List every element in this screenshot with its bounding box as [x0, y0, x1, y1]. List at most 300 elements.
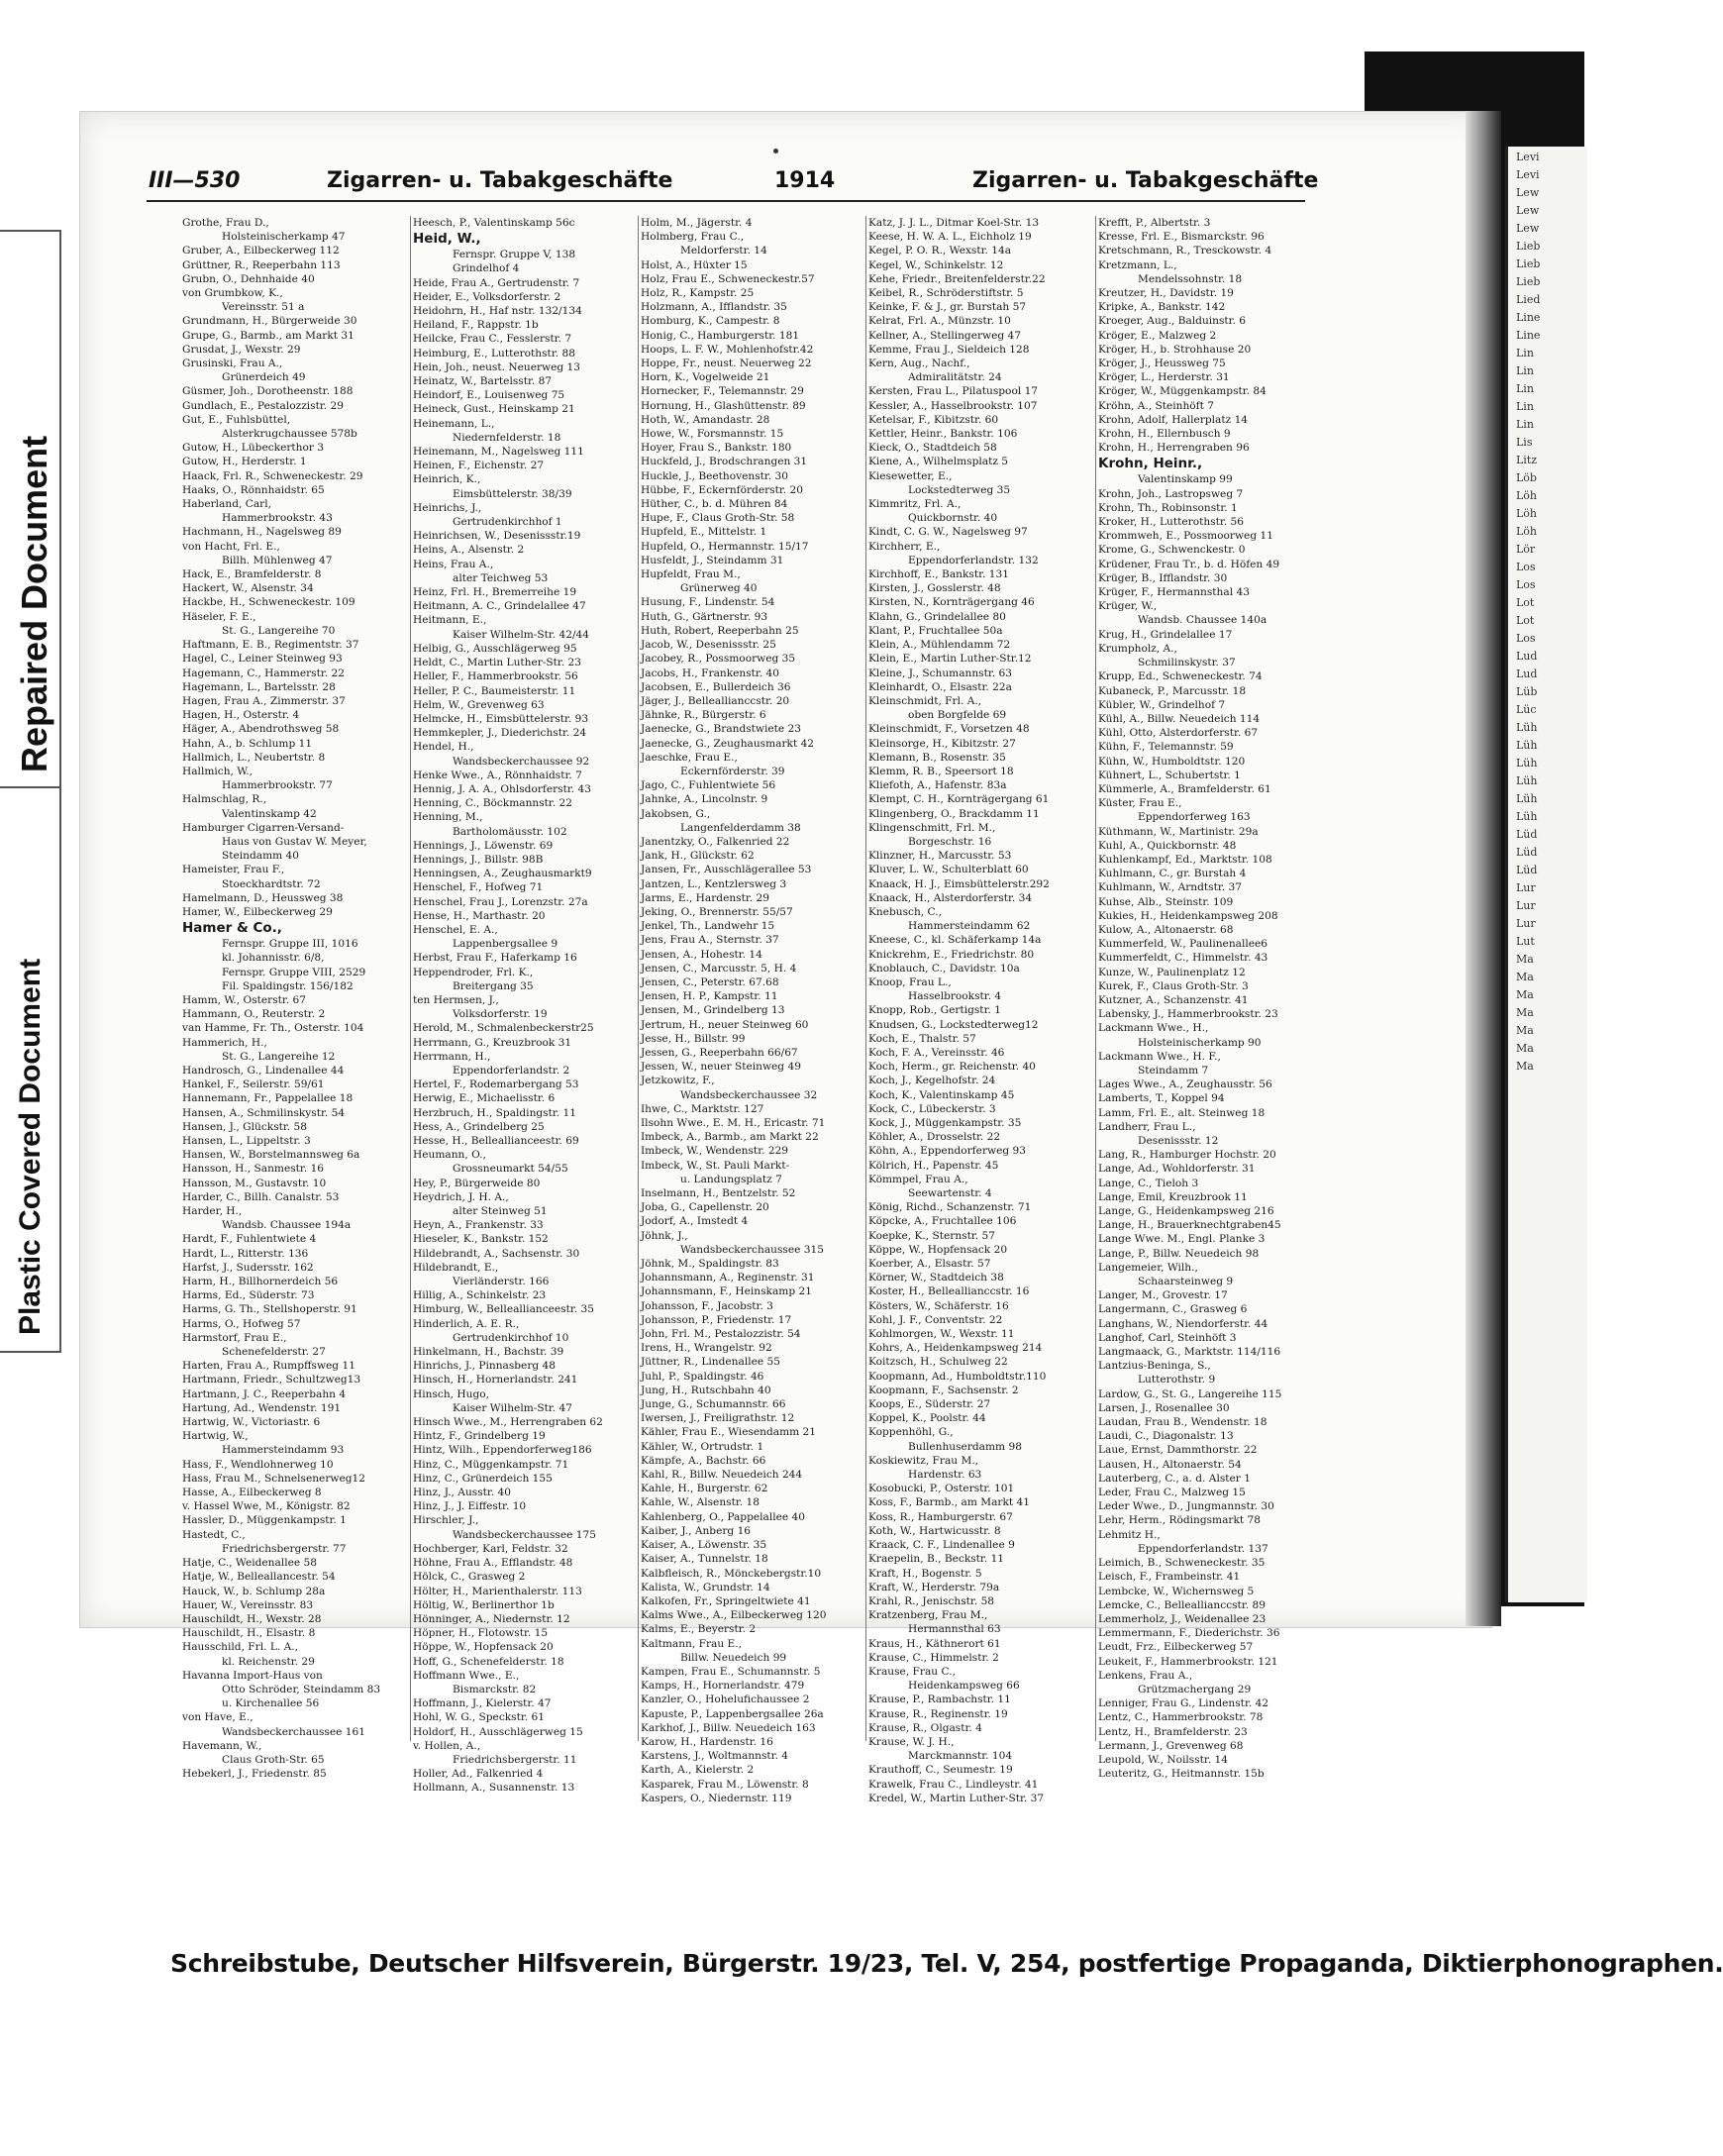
facing-page-fragment: Ma	[1516, 1024, 1534, 1037]
directory-entry: Krüger, B., Ifflandstr. 30	[1098, 571, 1228, 584]
page-header	[149, 168, 1319, 198]
directory-entry: Kahle, H., Burgerstr. 62	[641, 1483, 768, 1495]
directory-entry: Heinz, Frl. H., Bremerreihe 19	[413, 586, 577, 599]
directory-entry: Hüther, C., b. d. Mühren 84	[641, 498, 788, 511]
directory-entry: Haack, Frl. R., Schweneckestr. 29	[182, 469, 363, 482]
directory-entry: Leudt, Frz., Eilbeckerweg 57	[1098, 1641, 1254, 1654]
facing-page-fragment: Lur	[1516, 899, 1536, 912]
directory-entry: Hoppe, Fr., neust. Neuerweg 22	[641, 358, 812, 370]
directory-entry: Kaiser, A., Tunnelstr. 18	[641, 1553, 768, 1566]
facing-page-fragment: Lew	[1516, 186, 1540, 199]
directory-entry: Krause, R., Olgastr. 4	[868, 1721, 982, 1734]
column-divider	[638, 216, 639, 1741]
directory-entry: Krause, Frau C.,	[868, 1665, 956, 1678]
directory-entry: Harms, G. Th., Stellshoperstr. 91	[182, 1303, 357, 1316]
directory-entry: Iwersen, J., Freiligrathstr. 12	[641, 1412, 795, 1425]
directory-entry: Kröhn, A., Steinhöft 7	[1098, 399, 1214, 412]
directory-entry: Hagemann, C., Hammerstr. 22	[182, 667, 345, 679]
directory-entry: Lemcke, C., Belleallianccstr. 89	[1098, 1598, 1266, 1611]
directory-entry: Juhl, P., Spaldingstr. 46	[641, 1370, 764, 1383]
directory-entry: Kühnert, L., Schubertstr. 1	[1098, 769, 1241, 781]
directory-entry: Kalkofen, Fr., Springeltwiete 41	[641, 1594, 811, 1607]
label-divider	[0, 786, 59, 788]
directory-entry: John, Frl. M., Pestalozzistr. 54	[641, 1328, 801, 1341]
directory-entry: Vierländerstr. 166	[453, 1276, 550, 1288]
directory-entry: Hartung, Ad., Wendenstr. 191	[182, 1401, 342, 1414]
directory-entry: Hupfeldt, Frau M.,	[641, 568, 741, 581]
directory-entry: Schenefelderstr. 27	[222, 1346, 326, 1359]
directory-entry: Heimburg, E., Lutterothstr. 88	[413, 347, 575, 359]
directory-entry: Hirschler, J.,	[413, 1514, 479, 1527]
facing-page-fragment: Lot	[1516, 596, 1535, 609]
directory-entry: Lange, H., Brauerknechtgraben45	[1098, 1219, 1281, 1232]
directory-entry: Desenissstr. 12	[1138, 1135, 1219, 1147]
directory-entry: Huckfeld, J., Brodschrangen 31	[641, 456, 808, 468]
directory-entry: Fil. Spaldingstr. 156/182	[222, 979, 354, 992]
directory-entry: Krause, R., Reginenstr. 19	[868, 1707, 1008, 1720]
directory-entry: Köhn, A., Eppendorferweg 93	[868, 1145, 1026, 1158]
directory-entry: Hansson, H., Sanmestr. 16	[182, 1163, 325, 1176]
directory-entry: Kern, Aug., Nachf.,	[868, 358, 970, 370]
directory-entry: von Grumbkow, K.,	[182, 287, 283, 300]
directory-entry: Hamer & Co.,	[182, 920, 282, 937]
directory-entry: Heinemann, L.,	[413, 417, 495, 430]
facing-page-fragment: Levi	[1516, 168, 1540, 181]
directory-entry: Knickrehm, E., Friedrichstr. 80	[868, 948, 1035, 961]
directory-entry: Krohn, H., Ellernbusch 9	[1098, 428, 1231, 441]
directory-entry: Hansen, L., Lippeltstr. 3	[182, 1135, 311, 1147]
directory-entry: Borgeschstr. 16	[908, 835, 992, 848]
directory-entry: Klahn, G., Grindelallee 80	[868, 610, 1006, 623]
directory-entry: Hammerbrookstr. 43	[222, 512, 333, 525]
directory-entry: Huth, Robert, Reeperbahn 25	[641, 624, 799, 637]
facing-page-fragment: Los	[1516, 561, 1536, 573]
directory-entry: Meldorferstr. 14	[680, 245, 767, 257]
directory-entry: Gundlach, E., Pestalozzistr. 29	[182, 399, 344, 412]
directory-entry: Hasselbrookstr. 4	[908, 990, 1002, 1003]
directory-entry: Haaks, O., Rönnhaidstr. 65	[182, 483, 325, 496]
directory-entry: Hallmich, W.,	[182, 765, 253, 777]
directory-entry: Lange, Emil, Kreuzbrook 11	[1098, 1190, 1248, 1203]
directory-entry: Imbeck, A., Barmb., am Markt 22	[641, 1131, 819, 1144]
directory-entry: Krohn, Th., Robinsonstr. 1	[1098, 501, 1238, 514]
directory-entry: Heinrichs, J.,	[413, 501, 482, 514]
facing-page-fragment: Lör	[1516, 543, 1536, 556]
directory-entry: von Have, E.,	[182, 1711, 253, 1724]
directory-entry: Lantzius-Beninga, S.,	[1098, 1360, 1211, 1373]
facing-page-fragment: Lin	[1516, 347, 1534, 359]
directory-entry: Kaiser Wilhelm-Str. 47	[453, 1401, 572, 1414]
directory-entry: Eimsbüttelerstr. 38/39	[453, 487, 572, 500]
directory-entry: Heitmann, A. C., Grindelallee 47	[413, 600, 586, 613]
directory-entry: Hölck, C., Grasweg 2	[413, 1571, 526, 1584]
directory-entry: Irens, H., Wrangelstr. 92	[641, 1342, 772, 1355]
directory-entry: Höltig, W., Berlinerthor 1b	[413, 1598, 555, 1611]
directory-entry: Langemeier, Wilh.,	[1098, 1261, 1198, 1274]
directory-entry: Hieseler, K., Bankstr. 152	[413, 1233, 549, 1246]
directory-entry: Hübbe, F., Eckernförderstr. 20	[641, 483, 803, 496]
directory-entry: Hankel, F., Seilerstr. 59/61	[182, 1078, 325, 1091]
directory-entry: Huth, G., Gärtnerstr. 93	[641, 610, 768, 623]
directory-entry: Landherr, Frau L.,	[1098, 1120, 1196, 1133]
directory-entry: Holdorf, H., Ausschlägerweg 15	[413, 1725, 583, 1738]
directory-entry: Stoeckhardtstr. 72	[222, 877, 321, 890]
directory-entry: Helmcke, H., Eimsbüttelerstr. 93	[413, 712, 589, 725]
directory-entry: Heins, Frau A.,	[413, 558, 494, 570]
directory-entry: Lemmerholz, J., Weidenallee 23	[1098, 1612, 1267, 1625]
directory-entry: Langhans, W., Niendorferstr. 44	[1098, 1317, 1268, 1330]
directory-entry: Jank, H., Glückstr. 62	[641, 850, 755, 863]
directory-entry: Kohl, J. F., Conventstr. 22	[868, 1313, 1003, 1326]
directory-entry: Kulow, A., Altonaerstr. 68	[1098, 923, 1234, 936]
directory-entry: Kripke, A., Bankstr. 142	[1098, 301, 1226, 314]
directory-entry: Kuhlmann, W., Arndtstr. 37	[1098, 881, 1242, 894]
directory-entry: Heydrich, J. H. A.,	[413, 1190, 509, 1203]
directory-entry: Hauck, W., b. Schlump 28a	[182, 1585, 326, 1597]
directory-entry: Jessen, G., Reeperbahn 66/67	[641, 1046, 798, 1059]
directory-entry: Gertrudenkirchhof 10	[453, 1331, 569, 1344]
directory-entry: Joba, G., Capellenstr. 20	[641, 1201, 769, 1214]
directory-columns	[182, 216, 1321, 1804]
directory-entry: Hinz, C., Grünerdeich 155	[413, 1472, 553, 1485]
directory-entry: Krawelk, Frau C., Lindleystr. 41	[868, 1778, 1039, 1791]
directory-entry: Hoth, W., Amandastr. 28	[641, 413, 770, 426]
directory-entry: Kegel, W., Schinkelstr. 12	[868, 258, 1004, 271]
directory-entry: Hein, Joh., neust. Neuerweg 13	[413, 360, 581, 373]
directory-entry: Kraus, H., Käthnerort 61	[868, 1637, 1001, 1650]
directory-entry: Hammersteindamm 62	[908, 920, 1031, 933]
directory-entry: Knopp, Rob., Gertigstr. 1	[868, 1004, 1001, 1017]
directory-entry: Niedernfelderstr. 18	[453, 431, 561, 444]
directory-entry: Harmstorf, Frau E.,	[182, 1331, 287, 1344]
directory-entry: von Hacht, Frl. E.,	[182, 540, 280, 553]
directory-entry: Kleine, J., Schumannstr. 63	[868, 667, 1012, 679]
directory-entry: Hildebrandt, A., Sachsenstr. 30	[413, 1247, 580, 1260]
directory-entry: Krohn, Heinr.,	[1098, 456, 1203, 472]
directory-entry: Kämpfe, A., Bachstr. 66	[641, 1454, 766, 1467]
directory-entry: Kaspers, O., Niedernstr. 119	[641, 1792, 792, 1804]
header-right-title: Zigarren- u. Tabakgeschäfte	[972, 168, 1319, 193]
directory-entry: Kölrich, H., Papenstr. 45	[868, 1159, 999, 1172]
directory-entry: Henning, M.,	[413, 811, 483, 824]
facing-page-fragment: Lut	[1516, 935, 1535, 948]
directory-entry: Haus von Gustav W. Meyer,	[222, 835, 367, 848]
directory-entry: Höpner, H., Flotowstr. 15	[413, 1627, 549, 1640]
directory-entry: Schmilinskystr. 37	[1138, 657, 1236, 669]
directory-entry: oben Borgfelde 69	[908, 709, 1007, 722]
directory-entry: u. Landungsplatz 7	[680, 1173, 782, 1185]
directory-entry: Krefft, P., Albertstr. 3	[1098, 217, 1211, 229]
facing-page-fragment: Lin	[1516, 364, 1534, 377]
directory-entry: kl. Johannisstr. 6/8,	[222, 952, 325, 965]
directory-entry: Kühl, Otto, Alsterdorferstr. 67	[1098, 727, 1259, 740]
directory-entry: Hagen, H., Osterstr. 4	[182, 709, 300, 722]
directory-entry: Hamburger Cigarren-Versand-	[182, 821, 345, 834]
directory-entry: Krohn, H., Herrengraben 96	[1098, 442, 1250, 455]
facing-page-fragment: Ma	[1516, 953, 1534, 966]
directory-entry: Jüttner, R., Lindenallee 55	[641, 1356, 780, 1369]
directory-entry: Gut, E., Fuhlsbüttel,	[182, 413, 291, 426]
directory-entry: Steindamm 7	[1138, 1064, 1209, 1077]
directory-entry: Leupold, W., Noilsstr. 14	[1098, 1753, 1228, 1766]
directory-entry: Hagen, Frau A., Zimmerstr. 37	[182, 694, 346, 707]
directory-entry: Hinrichs, J., Pinnasberg 48	[413, 1360, 557, 1373]
directory-entry: Grindelhof 4	[453, 262, 520, 275]
directory-entry: Wandsbeckerchaussee 92	[453, 755, 590, 768]
directory-entry: Hansen, A., Schmilinskystr. 54	[182, 1106, 346, 1119]
directory-entry: Lentz, H., Bramfelderstr. 23	[1098, 1725, 1248, 1738]
directory-entry: Koopmann, F., Sachsenstr. 2	[868, 1384, 1019, 1396]
directory-entry: Körner, W., Stadtdeich 38	[868, 1272, 1004, 1284]
directory-entry: Hinkelmann, H., Bachstr. 39	[413, 1346, 564, 1359]
directory-entry: Heitmann, E.,	[413, 614, 487, 627]
directory-entry: Kliefoth, A., Hafenstr. 83a	[868, 779, 1007, 792]
directory-entry: Güsmer, Joh., Dorotheenstr. 188	[182, 385, 354, 398]
directory-entry: Howe, W., Forsmannstr. 15	[641, 428, 784, 441]
facing-page-fragment: Lud	[1516, 667, 1538, 680]
directory-entry: Leuteritz, G., Heitmannstr. 15b	[1098, 1768, 1265, 1781]
facing-page-fragment: Ma	[1516, 988, 1534, 1001]
directory-entry: Koops, E., Süderstr. 27	[868, 1398, 991, 1411]
directory-entry: Hack, E., Bramfelderstr. 8	[182, 568, 322, 581]
directory-entry: Husfeldt, J., Steindamm 31	[641, 554, 784, 566]
directory-entry: Kaiser Wilhelm-Str. 42/44	[453, 628, 590, 641]
directory-entry: Jensen, C., Peterstr. 67.68	[641, 975, 779, 988]
directory-entry: Kuhl, A., Quickbornstr. 48	[1098, 839, 1237, 852]
facing-page-fragment: Lüh	[1516, 810, 1538, 823]
directory-entry: Heidohrn, H., Haf nstr. 132/134	[413, 305, 582, 318]
column-divider	[410, 216, 411, 1741]
directory-entry: Krohn, Joh., Lastropsweg 7	[1098, 487, 1244, 500]
directory-entry: Lockstedterweg 35	[908, 483, 1011, 496]
directory-entry: Kuhlenkampf, Ed., Marktstr. 108	[1098, 853, 1272, 866]
directory-entry: Lackmann Wwe., H. F.,	[1098, 1050, 1221, 1063]
directory-entry: Hölter, H., Marienthalerstr. 113	[413, 1585, 582, 1597]
directory-entry: Hoff, G., Schenefelderstr. 18	[413, 1655, 564, 1668]
directory-entry: Holst, A., Hüxter 15	[641, 258, 748, 271]
directory-entry: Hildebrandt, E.,	[413, 1261, 499, 1274]
directory-entry: Lages Wwe., A., Zeughausstr. 56	[1098, 1078, 1272, 1091]
directory-entry: Holsteinischerkamp 47	[222, 231, 346, 244]
directory-entry: Keese, H. W. A. L., Eichholz 19	[868, 231, 1032, 244]
facing-page-fragment: Lied	[1516, 293, 1541, 306]
directory-entry: Halmschlag, R.,	[182, 793, 267, 806]
directory-entry: Johansson, P., Friedenstr. 17	[641, 1313, 792, 1326]
directory-entry: Lauterberg, C., a. d. Alster 1	[1098, 1472, 1251, 1485]
directory-entry: Lenkens, Frau A.,	[1098, 1669, 1193, 1682]
directory-entry: Krüdener, Frau Tr., b. d. Höfen 49	[1098, 558, 1280, 570]
directory-entry: Kraepelin, B., Beckstr. 11	[868, 1553, 1005, 1566]
directory-entry: Kümmerle, A., Bramfelderstr. 61	[1098, 782, 1271, 795]
directory-entry: Heider, E., Volksdorferstr. 2	[413, 290, 561, 303]
directory-entry: Heumann, O.,	[413, 1149, 486, 1162]
directory-entry: Kukies, H., Heidenkampsweg 208	[1098, 909, 1278, 922]
directory-entry: Hartmann, Friedr., Schultzweg13	[182, 1374, 361, 1386]
directory-entry: Kettler, Heinr., Bankstr. 106	[868, 428, 1018, 441]
directory-entry: Jantzen, L., Kentzlersweg 3	[641, 877, 787, 890]
directory-entry: Jöhnk, M., Spaldingstr. 83	[641, 1258, 779, 1271]
facing-page-fragment: Lüd	[1516, 864, 1538, 876]
directory-entry: Lappenbergsallee 9	[453, 938, 558, 951]
directory-entry: Hausschild, Frl. L. A.,	[182, 1641, 298, 1654]
directory-entry: Hinsch Wwe., M., Herrengraben 62	[413, 1416, 603, 1429]
directory-entry: Henschel, F., Hofweg 71	[413, 881, 544, 894]
directory-entry: Lenniger, Frau G., Lindenstr. 42	[1098, 1697, 1269, 1710]
directory-entry: Lermann, J., Grevenweg 68	[1098, 1739, 1244, 1752]
directory-entry: Bartholomäusstr. 102	[453, 825, 567, 838]
directory-entry: Kiene, A., Wilhelmsplatz 5	[868, 456, 1009, 468]
facing-page-fragment: Lis	[1516, 436, 1533, 449]
directory-entry: Koster, H., Belleallianccstr. 16	[868, 1285, 1030, 1298]
directory-entry: Hamm, W., Osterstr. 67	[182, 993, 307, 1006]
facing-page-fragment: Lüd	[1516, 828, 1538, 841]
directory-entry: Lange, P., Billw. Neuedeich 98	[1098, 1247, 1260, 1260]
directory-entry: Johannsmann, A., Reginenstr. 31	[641, 1272, 815, 1284]
directory-entry: Kalista, W., Grundstr. 14	[641, 1581, 770, 1593]
directory-entry: Hollmann, A., Susannenstr. 13	[413, 1782, 575, 1795]
directory-entry: Kahl, R., Billw. Neuedeich 244	[641, 1469, 803, 1482]
directory-entry: Herold, M., Schmalenbeckerstr25	[413, 1022, 594, 1035]
directory-entry: Volksdorferstr. 19	[453, 1008, 548, 1021]
directory-entry: Kieck, O., Stadtdeich 58	[868, 442, 997, 455]
directory-entry: Fernspr. Gruppe III, 1016	[222, 938, 358, 951]
directory-entry: Koch, K., Valentinskamp 45	[868, 1088, 1015, 1101]
directory-entry: Hinsch, H., Hornerlandstr. 241	[413, 1374, 578, 1386]
directory-entry: Kirchherr, E.,	[868, 540, 941, 553]
directory-entry: Grothe, Frau D.,	[182, 217, 269, 229]
directory-entry: Koitzsch, H., Schulweg 22	[868, 1356, 1008, 1369]
directory-entry: Hendel, H.,	[413, 741, 474, 754]
directory-entry: Klingenberg, O., Brackdamm 11	[868, 807, 1040, 820]
facing-page-fragment: Lieb	[1516, 275, 1541, 288]
directory-entry: Koth, W., Hartwicusstr. 8	[868, 1524, 1001, 1537]
directory-entry: Hinsch, Hugo,	[413, 1387, 489, 1400]
directory-entry: Hinderlich, A. E. R.,	[413, 1317, 520, 1330]
directory-entry: Herrmann, G., Kreuzbrook 31	[413, 1036, 572, 1049]
directory-entry: Keibel, R., Schröderstiftstr. 5	[868, 287, 1024, 300]
directory-entry: Koss, R., Hamburgerstr. 67	[868, 1510, 1013, 1523]
directory-entry: Karkhof, J., Billw. Neuedeich 163	[641, 1721, 816, 1734]
directory-entry: Kroker, H., Lutterothstr. 56	[1098, 516, 1244, 529]
directory-entry: Hansen, J., Glückstr. 58	[182, 1120, 308, 1133]
directory-entry: Klemm, R. B., Speersort 18	[868, 765, 1014, 777]
directory-entry: Hauschildt, H., Elsastr. 8	[182, 1627, 316, 1640]
directory-entry: Herrmann, H.,	[413, 1050, 491, 1063]
directory-entry: Jodorf, A., Imstedt 4	[641, 1215, 749, 1228]
directory-entry: Lange, C., Tieloh 3	[1098, 1177, 1199, 1189]
directory-entry: Krause, C., Himmelstr. 2	[868, 1651, 999, 1664]
directory-entry: Kleinhardt, O., Elsastr. 22a	[868, 680, 1012, 693]
directory-entry: Wandsbeckerchaussee 175	[453, 1528, 596, 1541]
directory-entry: Billh. Mühlenweg 47	[222, 554, 333, 566]
directory-entry: Koppenhöhl, G.,	[868, 1426, 954, 1439]
directory-entry: Langer, M., Grovestr. 17	[1098, 1289, 1228, 1302]
directory-entry: Hornung, H., Glashüttenstr. 89	[641, 399, 806, 412]
directory-entry: St. G., Langereihe 12	[222, 1050, 336, 1063]
facing-page-fragment: Lur	[1516, 881, 1536, 894]
directory-entry: Koch, J., Kegelhofstr. 24	[868, 1075, 996, 1087]
directory-entry: Kübler, W., Grindelhof 7	[1098, 698, 1226, 711]
directory-entry: Lembcke, W., Wichernsweg 5	[1098, 1585, 1255, 1597]
directory-entry: Jens, Frau A., Sternstr. 37	[641, 934, 779, 947]
directory-entry: Alsterkrugchaussee 578b	[222, 428, 357, 441]
directory-entry: Kalbfleisch, R., Mönckebergstr.10	[641, 1567, 822, 1580]
directory-entry: Küthmann, W., Martinistr. 29a	[1098, 825, 1259, 838]
directory-entry: Lackmann Wwe., H.,	[1098, 1022, 1209, 1035]
directory-entry: Homburg, K., Campestr. 8	[641, 315, 780, 328]
directory-entry: Grossneumarkt 54/55	[453, 1163, 568, 1176]
directory-entry: Mendelssohnstr. 18	[1138, 272, 1243, 285]
facing-page-fragment: Ma	[1516, 971, 1534, 983]
directory-entry: Gutow, H., Herderstr. 1	[182, 456, 307, 468]
directory-entry: Harfst, J., Sudersstr. 162	[182, 1261, 314, 1274]
directory-entry: ten Hermsen, J.,	[413, 993, 499, 1006]
directory-entry: Hupfeld, O., Hermannstr. 15/17	[641, 540, 809, 553]
directory-entry: Kelrat, Frl. A., Münzstr. 10	[868, 315, 1011, 328]
directory-entry: Hermannsthal 63	[908, 1623, 1001, 1636]
directory-entry: Harder, C., Billh. Canalstr. 53	[182, 1190, 340, 1203]
directory-entry: Kredel, W., Martin Luther-Str. 37	[868, 1792, 1045, 1804]
directory-entry: Johannsmann, F., Heinskamp 21	[641, 1285, 812, 1298]
directory-entry: Hasse, A., Eilbeckerweg 8	[182, 1487, 322, 1499]
directory-entry: Harder, H.,	[182, 1205, 243, 1218]
directory-entry: Jansen, Fr., Ausschlägerallee 53	[641, 864, 812, 876]
directory-entry: Kraft, W., Herderstr. 79a	[868, 1581, 1000, 1593]
directory-entry: Lange Wwe. M., Engl. Planke 3	[1098, 1233, 1266, 1246]
directory-entry: Kneese, C., kl. Schäferkamp 14a	[868, 934, 1042, 947]
directory-entry: Horn, K., Vogelweide 21	[641, 371, 770, 384]
directory-entry: Heppendroder, Frl. K.,	[413, 966, 534, 978]
facing-page-fragment: Lüb	[1516, 685, 1538, 698]
directory-entry: Knaack, H., Alsterdorferstr. 34	[868, 891, 1033, 904]
directory-entry: Kluver, L. W., Schulterblatt 60	[868, 864, 1029, 876]
directory-entry: u. Kirchenallee 56	[222, 1697, 320, 1710]
directory-entry: Kähler, Frau E., Wiesendamm 21	[641, 1426, 817, 1439]
directory-entry: Harms, Ed., Süderstr. 73	[182, 1289, 315, 1302]
directory-entry: Heinen, F., Eichenstr. 27	[413, 460, 545, 472]
directory-entry: Hennings, J., Billstr. 98B	[413, 853, 544, 866]
header-left-title: Zigarren- u. Tabakgeschäfte	[327, 168, 673, 193]
directory-entry: Hohl, W. G., Speckstr. 61	[413, 1711, 545, 1724]
directory-entry: Hartwig, W.,	[182, 1430, 249, 1443]
directory-entry: Honig, C., Hamburgerstr. 181	[641, 329, 800, 342]
directory-entry: Jung, H., Rutschbahn 40	[641, 1384, 771, 1396]
directory-entry: Hassler, D., Müggenkampstr. 1	[182, 1514, 347, 1527]
directory-column-1	[182, 216, 408, 1781]
directory-entry: Jacobsen, E., Bullerdeich 36	[641, 680, 791, 693]
directory-entry: Lange, Ad., Wohldorferstr. 31	[1098, 1163, 1256, 1176]
directory-entry: Kleinschmidt, Frl. A.,	[868, 694, 982, 707]
directory-entry: Helbig, G., Ausschlägerweg 95	[413, 642, 577, 655]
facing-page-fragment: Lüh	[1516, 739, 1538, 752]
header-year: 1914	[774, 168, 836, 193]
directory-entry: Lamm, Frl. E., alt. Steinweg 18	[1098, 1106, 1266, 1119]
directory-entry: Höppe, W., Hopfensack 20	[413, 1641, 554, 1654]
facing-page-fragment: Lin	[1516, 400, 1534, 413]
directory-entry: Jeking, O., Brennerstr. 55/57	[641, 905, 793, 918]
page-spine-shadow	[1466, 111, 1501, 1626]
directory-entry: Steindamm 40	[222, 850, 300, 863]
directory-entry: Imbeck, W., St. Pauli Markt-	[641, 1159, 790, 1172]
directory-entry: Kohlmorgen, W., Wexstr. 11	[868, 1328, 1015, 1341]
directory-entry: Jöhnk, J.,	[641, 1229, 688, 1242]
facing-page-fragment: Los	[1516, 578, 1536, 591]
directory-entry: Grubn, O., Dehnhaide 40	[182, 272, 315, 285]
directory-entry: Hardt, L., Ritterstr. 136	[182, 1247, 309, 1260]
directory-entry: Lamberts, T., Koppel 94	[1098, 1092, 1225, 1105]
directory-entry: Klempt, C. H., Kornträgergang 61	[868, 793, 1050, 806]
directory-entry: Hammerich, H.,	[182, 1036, 267, 1049]
